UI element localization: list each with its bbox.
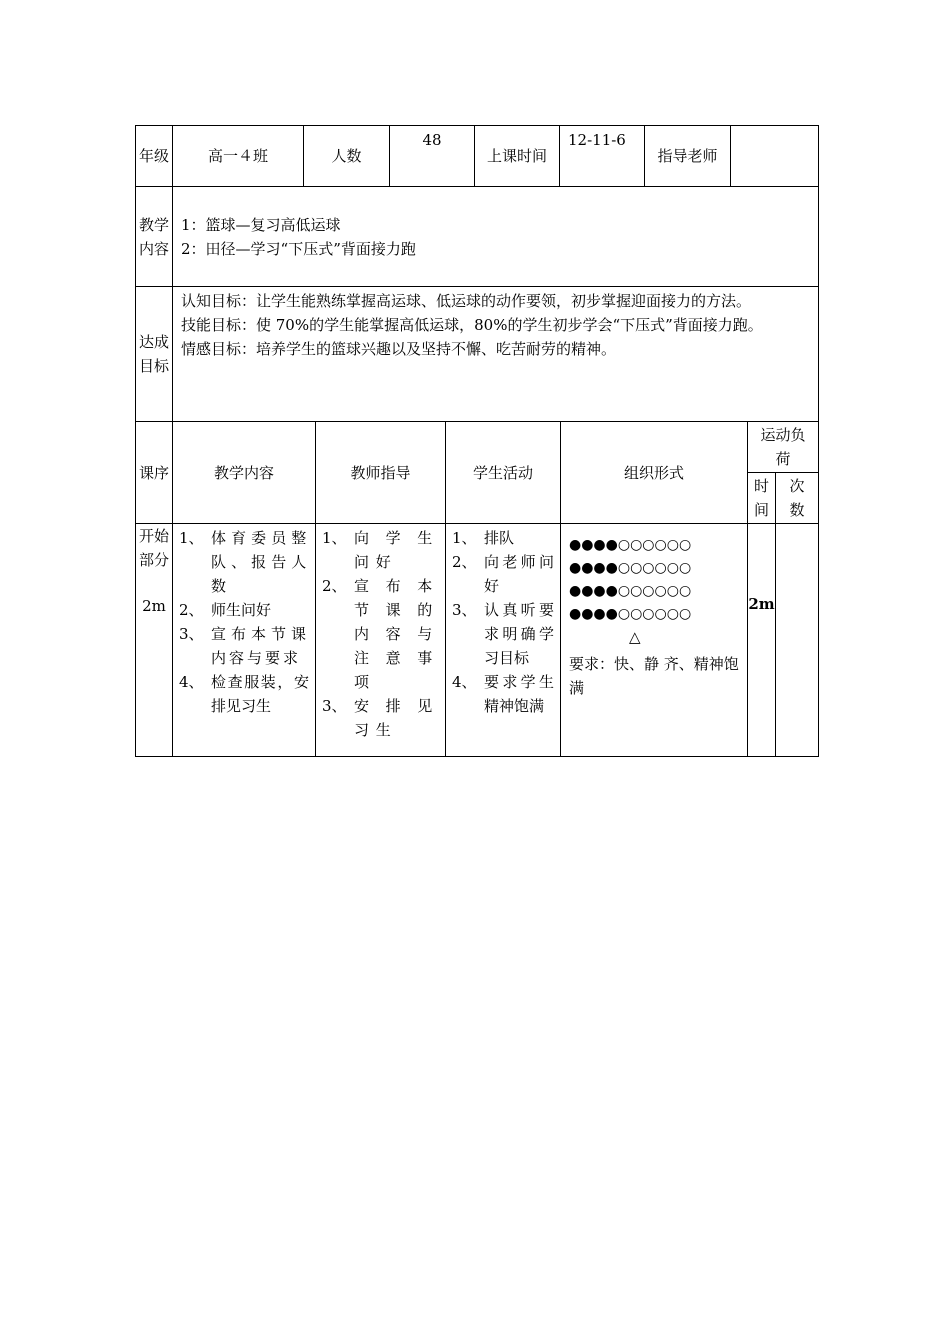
header-teaching-content: 教学内容 xyxy=(173,422,316,524)
list-item: 4、 检查服装，安排见习生 xyxy=(179,673,309,715)
teacher-value xyxy=(731,126,819,187)
teacher-position-icon: △ xyxy=(629,628,641,646)
formation-row: ●●●●○○○○○○ xyxy=(569,560,692,576)
header-organization: 组织形式 xyxy=(561,422,748,524)
lesson-sections-table xyxy=(135,421,819,757)
list-item: 1、 体育委员整队、报告人数 xyxy=(179,529,309,595)
teaching-items-cell xyxy=(173,524,316,757)
class-value: 高一４班 xyxy=(173,126,304,187)
content-line: 2：田径—学习“下压式”背面接力跑 xyxy=(181,239,416,258)
goal-emotion: 情感目标：培养学生的篮球兴趣以及坚持不懈、吃苦耐劳的精神。 xyxy=(181,340,617,358)
teacher-items-cell xyxy=(316,524,446,757)
formation-cell xyxy=(561,524,748,757)
formation-row: ●●●●○○○○○○ xyxy=(569,537,692,553)
list-item: 3、 宣布本节课内容与要求 xyxy=(179,625,309,667)
list-item: 1、 排队 xyxy=(452,529,515,547)
section-label-cell xyxy=(136,524,173,757)
list-item: 2、 向老师问好 xyxy=(452,553,554,595)
load-count xyxy=(776,524,819,757)
load-time: 2m xyxy=(748,595,775,613)
list-item: 1、 向学生问好 xyxy=(322,529,439,571)
goals-body xyxy=(173,287,819,422)
header-load: 运动负荷 xyxy=(748,422,819,473)
count-value: 48 xyxy=(390,126,475,187)
time-value: 12-11-6 xyxy=(560,126,645,187)
content-body xyxy=(173,187,819,287)
goal-cognitive: 认知目标：让学生能熟练掌握高运球、低运球的动作要领，初步掌握迎面接力的方法。 xyxy=(181,292,752,310)
goals-label: 达成目标 xyxy=(136,287,173,422)
goal-skill: 技能目标：使 70%的学生能掌握高低运球，80%的学生初步学会“下压式”背面接力跑。 xyxy=(181,316,763,334)
student-items-cell xyxy=(446,524,561,757)
load-time-cell xyxy=(748,524,776,757)
list-item: 2、 宣布本节课的内容与注意事项 xyxy=(322,577,439,691)
count-label: 人数 xyxy=(304,126,390,187)
formation-requirement: 要求：快、静 齐、精神饱满 xyxy=(569,655,739,697)
lesson-info-table xyxy=(135,125,819,422)
list-item: 2、 师生问好 xyxy=(179,601,272,619)
formation-row: ●●●●○○○○○○ xyxy=(569,606,692,622)
formation-row: ●●●●○○○○○○ xyxy=(569,583,692,599)
section-label: 开始部分 xyxy=(138,527,169,569)
time-label: 上课时间 xyxy=(475,126,560,187)
grade-label: 年级 xyxy=(136,126,173,187)
content-label: 教学内容 xyxy=(136,187,173,287)
list-item: 3、 认真听要求明确学习目标 xyxy=(452,601,554,667)
section-duration: 2m xyxy=(142,597,166,615)
teacher-label: 指导老师 xyxy=(645,126,731,187)
list-item: 3、 安排见习生 xyxy=(322,697,439,739)
header-sequence: 课序 xyxy=(136,422,173,524)
header-teacher-guidance: 教师指导 xyxy=(316,422,446,524)
content-line: 1：篮球—复习高低运球 xyxy=(181,215,341,234)
header-time: 时间 xyxy=(748,473,776,524)
list-item: 4、 要求学生精神饱满 xyxy=(452,673,554,715)
header-student-activity: 学生活动 xyxy=(446,422,561,524)
header-count: 次数 xyxy=(776,473,819,524)
